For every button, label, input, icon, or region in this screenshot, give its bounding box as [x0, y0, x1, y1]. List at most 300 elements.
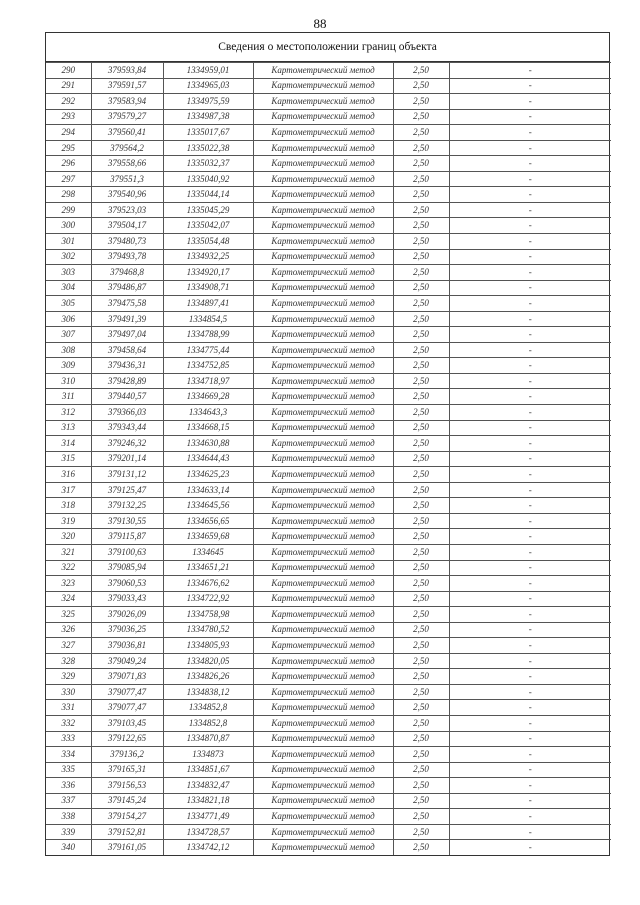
table-title: Сведения о местоположении границ объекта — [46, 33, 609, 62]
method-cell: Картометрический метод — [253, 63, 393, 79]
y-coordinate-cell: 1334975,59 — [163, 94, 253, 110]
table-row — [46, 700, 611, 716]
y-coordinate-cell: 1334668,15 — [163, 420, 253, 436]
table-row — [46, 793, 611, 809]
accuracy-cell: 2,50 — [393, 778, 449, 794]
y-coordinate-cell: 1334870,87 — [163, 731, 253, 747]
accuracy-cell: 2,50 — [393, 109, 449, 125]
description-cell: - — [449, 125, 611, 141]
point-number-cell: 303 — [46, 265, 91, 281]
accuracy-cell: 2,50 — [393, 405, 449, 421]
y-coordinate-cell: 1334854,5 — [163, 311, 253, 327]
accuracy-cell: 2,50 — [393, 482, 449, 498]
point-number-cell: 330 — [46, 684, 91, 700]
y-coordinate-cell: 1334873 — [163, 747, 253, 763]
point-number-cell: 293 — [46, 109, 91, 125]
method-cell: Картометрический метод — [253, 451, 393, 467]
table-row — [46, 405, 611, 421]
method-cell: Картометрический метод — [253, 280, 393, 296]
table-row — [46, 638, 611, 654]
point-number-cell: 304 — [46, 280, 91, 296]
y-coordinate-cell: 1334780,52 — [163, 622, 253, 638]
x-coordinate-cell: 379130,55 — [91, 513, 163, 529]
description-cell: - — [449, 311, 611, 327]
description-cell: - — [449, 653, 611, 669]
point-number-cell: 335 — [46, 762, 91, 778]
method-cell: Картометрический метод — [253, 715, 393, 731]
accuracy-cell: 2,50 — [393, 171, 449, 187]
y-coordinate-cell: 1334644,43 — [163, 451, 253, 467]
method-cell: Картометрический метод — [253, 78, 393, 94]
accuracy-cell: 2,50 — [393, 94, 449, 110]
table-row — [46, 809, 611, 825]
x-coordinate-cell: 379161,05 — [91, 840, 163, 855]
table-row — [46, 840, 611, 855]
accuracy-cell: 2,50 — [393, 809, 449, 825]
table-row — [46, 311, 611, 327]
table-row — [46, 327, 611, 343]
y-coordinate-cell: 1334752,85 — [163, 358, 253, 374]
table-row — [46, 234, 611, 250]
method-cell: Картометрический метод — [253, 762, 393, 778]
x-coordinate-cell: 379560,41 — [91, 125, 163, 141]
table-row — [46, 747, 611, 763]
accuracy-cell: 2,50 — [393, 700, 449, 716]
table-row — [46, 202, 611, 218]
x-coordinate-cell: 379564,2 — [91, 140, 163, 156]
table-row — [46, 218, 611, 234]
method-cell: Картометрический метод — [253, 622, 393, 638]
y-coordinate-cell: 1334851,67 — [163, 762, 253, 778]
accuracy-cell: 2,50 — [393, 436, 449, 452]
method-cell: Картометрический метод — [253, 342, 393, 358]
x-coordinate-cell: 379115,87 — [91, 529, 163, 545]
y-coordinate-cell: 1334897,41 — [163, 296, 253, 312]
accuracy-cell: 2,50 — [393, 187, 449, 203]
accuracy-cell: 2,50 — [393, 638, 449, 654]
point-number-cell: 301 — [46, 234, 91, 250]
description-cell: - — [449, 280, 611, 296]
x-coordinate-cell: 379201,14 — [91, 451, 163, 467]
point-number-cell: 316 — [46, 467, 91, 483]
table-row — [46, 389, 611, 405]
x-coordinate-cell: 379593,84 — [91, 63, 163, 79]
description-cell: - — [449, 762, 611, 778]
method-cell: Картометрический метод — [253, 218, 393, 234]
table-row — [46, 560, 611, 576]
description-cell: - — [449, 171, 611, 187]
accuracy-cell: 2,50 — [393, 684, 449, 700]
point-number-cell: 332 — [46, 715, 91, 731]
y-coordinate-cell: 1335032,37 — [163, 156, 253, 172]
x-coordinate-cell: 379145,24 — [91, 793, 163, 809]
method-cell: Картометрический метод — [253, 405, 393, 421]
accuracy-cell: 2,50 — [393, 373, 449, 389]
table-row — [46, 125, 611, 141]
accuracy-cell: 2,50 — [393, 202, 449, 218]
method-cell: Картометрический метод — [253, 591, 393, 607]
table-row — [46, 140, 611, 156]
x-coordinate-cell: 379060,53 — [91, 576, 163, 592]
method-cell: Картометрический метод — [253, 638, 393, 654]
description-cell: - — [449, 389, 611, 405]
table-row — [46, 187, 611, 203]
y-coordinate-cell: 1334826,26 — [163, 669, 253, 685]
x-coordinate-cell: 379551,3 — [91, 171, 163, 187]
accuracy-cell: 2,50 — [393, 715, 449, 731]
table-row — [46, 576, 611, 592]
description-cell: - — [449, 202, 611, 218]
accuracy-cell: 2,50 — [393, 498, 449, 514]
description-cell: - — [449, 78, 611, 94]
description-cell: - — [449, 700, 611, 716]
table-row — [46, 715, 611, 731]
table-row — [46, 171, 611, 187]
description-cell: - — [449, 234, 611, 250]
x-coordinate-cell: 379085,94 — [91, 560, 163, 576]
accuracy-cell: 2,50 — [393, 296, 449, 312]
method-cell: Картометрический метод — [253, 809, 393, 825]
point-number-cell: 309 — [46, 358, 91, 374]
accuracy-cell: 2,50 — [393, 467, 449, 483]
point-number-cell: 308 — [46, 342, 91, 358]
method-cell: Картометрический метод — [253, 576, 393, 592]
point-number-cell: 329 — [46, 669, 91, 685]
description-cell: - — [449, 513, 611, 529]
description-cell: - — [449, 778, 611, 794]
method-cell: Картометрический метод — [253, 94, 393, 110]
y-coordinate-cell: 1335042,07 — [163, 218, 253, 234]
table-row — [46, 109, 611, 125]
x-coordinate-cell: 379152,81 — [91, 824, 163, 840]
x-coordinate-cell: 379033,43 — [91, 591, 163, 607]
table-row — [46, 451, 611, 467]
accuracy-cell: 2,50 — [393, 793, 449, 809]
description-cell: - — [449, 436, 611, 452]
method-cell: Картометрический метод — [253, 265, 393, 281]
method-cell: Картометрический метод — [253, 249, 393, 265]
accuracy-cell: 2,50 — [393, 78, 449, 94]
x-coordinate-cell: 379540,96 — [91, 187, 163, 203]
point-number-cell: 313 — [46, 420, 91, 436]
x-coordinate-cell: 379458,64 — [91, 342, 163, 358]
y-coordinate-cell: 1334676,62 — [163, 576, 253, 592]
y-coordinate-cell: 1334645,56 — [163, 498, 253, 514]
y-coordinate-cell: 1334718,97 — [163, 373, 253, 389]
table-row — [46, 544, 611, 560]
description-cell: - — [449, 731, 611, 747]
method-cell: Картометрический метод — [253, 840, 393, 855]
point-number-cell: 300 — [46, 218, 91, 234]
description-cell: - — [449, 669, 611, 685]
x-coordinate-cell: 379154,27 — [91, 809, 163, 825]
x-coordinate-cell: 379475,58 — [91, 296, 163, 312]
y-coordinate-cell: 1334920,17 — [163, 265, 253, 281]
y-coordinate-cell: 1334758,98 — [163, 607, 253, 623]
method-cell: Картометрический метод — [253, 544, 393, 560]
table-row — [46, 529, 611, 545]
accuracy-cell: 2,50 — [393, 747, 449, 763]
accuracy-cell: 2,50 — [393, 389, 449, 405]
accuracy-cell: 2,50 — [393, 420, 449, 436]
y-coordinate-cell: 1334821,18 — [163, 793, 253, 809]
x-coordinate-cell: 379103,45 — [91, 715, 163, 731]
table-row — [46, 296, 611, 312]
table-row — [46, 78, 611, 94]
table-row — [46, 591, 611, 607]
x-coordinate-cell: 379436,31 — [91, 358, 163, 374]
method-cell: Картометрический метод — [253, 296, 393, 312]
description-cell: - — [449, 94, 611, 110]
point-number-cell: 340 — [46, 840, 91, 855]
x-coordinate-cell: 379428,89 — [91, 373, 163, 389]
y-coordinate-cell: 1334728,57 — [163, 824, 253, 840]
point-number-cell: 306 — [46, 311, 91, 327]
y-coordinate-cell: 1334775,44 — [163, 342, 253, 358]
table-row — [46, 622, 611, 638]
accuracy-cell: 2,50 — [393, 63, 449, 79]
method-cell: Картометрический метод — [253, 436, 393, 452]
table-row — [46, 653, 611, 669]
description-cell: - — [449, 576, 611, 592]
description-cell: - — [449, 156, 611, 172]
x-coordinate-cell: 379486,87 — [91, 280, 163, 296]
accuracy-cell: 2,50 — [393, 731, 449, 747]
method-cell: Картометрический метод — [253, 109, 393, 125]
point-number-cell: 291 — [46, 78, 91, 94]
point-number-cell: 327 — [46, 638, 91, 654]
accuracy-cell: 2,50 — [393, 576, 449, 592]
x-coordinate-cell: 379558,66 — [91, 156, 163, 172]
page-number: 88 — [313, 16, 327, 31]
y-coordinate-cell: 1334645 — [163, 544, 253, 560]
point-number-cell: 302 — [46, 249, 91, 265]
method-cell: Картометрический метод — [253, 607, 393, 623]
x-coordinate-cell: 379122,65 — [91, 731, 163, 747]
x-coordinate-cell: 379026,09 — [91, 607, 163, 623]
y-coordinate-cell: 1334625,23 — [163, 467, 253, 483]
y-coordinate-cell: 1334656,65 — [163, 513, 253, 529]
accuracy-cell: 2,50 — [393, 529, 449, 545]
y-coordinate-cell: 1334852,8 — [163, 700, 253, 716]
description-cell: - — [449, 405, 611, 421]
method-cell: Картометрический метод — [253, 700, 393, 716]
boundary-table-sheet — [45, 32, 610, 856]
table-row — [46, 342, 611, 358]
accuracy-cell: 2,50 — [393, 234, 449, 250]
point-number-cell: 320 — [46, 529, 91, 545]
accuracy-cell: 2,50 — [393, 327, 449, 343]
description-cell: - — [449, 358, 611, 374]
description-cell: - — [449, 140, 611, 156]
y-coordinate-cell: 1334771,49 — [163, 809, 253, 825]
point-number-cell: 324 — [46, 591, 91, 607]
table-row — [46, 669, 611, 685]
x-coordinate-cell: 379077,47 — [91, 684, 163, 700]
y-coordinate-cell: 1334669,28 — [163, 389, 253, 405]
y-coordinate-cell: 1335022,38 — [163, 140, 253, 156]
y-coordinate-cell: 1335040,92 — [163, 171, 253, 187]
description-cell: - — [449, 747, 611, 763]
y-coordinate-cell: 1334959,01 — [163, 63, 253, 79]
accuracy-cell: 2,50 — [393, 840, 449, 855]
accuracy-cell: 2,50 — [393, 513, 449, 529]
y-coordinate-cell: 1334788,99 — [163, 327, 253, 343]
description-cell: - — [449, 638, 611, 654]
point-number-cell: 322 — [46, 560, 91, 576]
table-row — [46, 249, 611, 265]
method-cell: Картометрический метод — [253, 529, 393, 545]
method-cell: Картометрический метод — [253, 498, 393, 514]
method-cell: Картометрический метод — [253, 731, 393, 747]
method-cell: Картометрический метод — [253, 358, 393, 374]
table-row — [46, 498, 611, 514]
point-number-cell: 331 — [46, 700, 91, 716]
method-cell: Картометрический метод — [253, 778, 393, 794]
point-number-cell: 338 — [46, 809, 91, 825]
description-cell: - — [449, 109, 611, 125]
point-number-cell: 290 — [46, 63, 91, 79]
accuracy-cell: 2,50 — [393, 607, 449, 623]
table-row — [46, 684, 611, 700]
y-coordinate-cell: 1334643,3 — [163, 405, 253, 421]
method-cell: Картометрический метод — [253, 560, 393, 576]
description-cell: - — [449, 560, 611, 576]
description-cell: - — [449, 265, 611, 281]
table-row — [46, 762, 611, 778]
x-coordinate-cell: 379246,32 — [91, 436, 163, 452]
method-cell: Картометрический метод — [253, 482, 393, 498]
accuracy-cell: 2,50 — [393, 622, 449, 638]
description-cell: - — [449, 840, 611, 855]
point-number-cell: 323 — [46, 576, 91, 592]
method-cell: Картометрический метод — [253, 202, 393, 218]
description-cell: - — [449, 529, 611, 545]
description-cell: - — [449, 327, 611, 343]
x-coordinate-cell: 379036,81 — [91, 638, 163, 654]
table-row — [46, 373, 611, 389]
table-row — [46, 607, 611, 623]
description-cell: - — [449, 622, 611, 638]
point-number-cell: 307 — [46, 327, 91, 343]
description-cell: - — [449, 249, 611, 265]
table-row — [46, 63, 611, 79]
point-number-cell: 299 — [46, 202, 91, 218]
point-number-cell: 298 — [46, 187, 91, 203]
accuracy-cell: 2,50 — [393, 653, 449, 669]
table-row — [46, 467, 611, 483]
method-cell: Картометрический метод — [253, 389, 393, 405]
y-coordinate-cell: 1334722,92 — [163, 591, 253, 607]
description-cell: - — [449, 187, 611, 203]
point-number-cell: 339 — [46, 824, 91, 840]
point-number-cell: 314 — [46, 436, 91, 452]
point-number-cell: 305 — [46, 296, 91, 312]
y-coordinate-cell: 1334908,71 — [163, 280, 253, 296]
point-number-cell: 315 — [46, 451, 91, 467]
y-coordinate-cell: 1334852,8 — [163, 715, 253, 731]
point-number-cell: 312 — [46, 405, 91, 421]
y-coordinate-cell: 1334932,25 — [163, 249, 253, 265]
description-cell: - — [449, 218, 611, 234]
accuracy-cell: 2,50 — [393, 125, 449, 141]
coordinates-table — [46, 62, 611, 855]
method-cell: Картометрический метод — [253, 513, 393, 529]
method-cell: Картометрический метод — [253, 684, 393, 700]
accuracy-cell: 2,50 — [393, 358, 449, 374]
method-cell: Картометрический метод — [253, 793, 393, 809]
x-coordinate-cell: 379100,63 — [91, 544, 163, 560]
y-coordinate-cell: 1334630,88 — [163, 436, 253, 452]
description-cell: - — [449, 296, 611, 312]
description-cell: - — [449, 793, 611, 809]
x-coordinate-cell: 379136,2 — [91, 747, 163, 763]
accuracy-cell: 2,50 — [393, 824, 449, 840]
method-cell: Картометрический метод — [253, 824, 393, 840]
accuracy-cell: 2,50 — [393, 669, 449, 685]
x-coordinate-cell: 379440,57 — [91, 389, 163, 405]
x-coordinate-cell: 379132,25 — [91, 498, 163, 514]
point-number-cell: 317 — [46, 482, 91, 498]
table-row — [46, 731, 611, 747]
description-cell: - — [449, 684, 611, 700]
x-coordinate-cell: 379343,44 — [91, 420, 163, 436]
x-coordinate-cell: 379049,24 — [91, 653, 163, 669]
description-cell: - — [449, 607, 611, 623]
point-number-cell: 334 — [46, 747, 91, 763]
method-cell: Картометрический метод — [253, 171, 393, 187]
accuracy-cell: 2,50 — [393, 762, 449, 778]
y-coordinate-cell: 1335045,29 — [163, 202, 253, 218]
accuracy-cell: 2,50 — [393, 451, 449, 467]
description-cell: - — [449, 420, 611, 436]
table-row — [46, 280, 611, 296]
x-coordinate-cell: 379036,25 — [91, 622, 163, 638]
x-coordinate-cell: 379156,53 — [91, 778, 163, 794]
x-coordinate-cell: 379579,27 — [91, 109, 163, 125]
x-coordinate-cell: 379523,03 — [91, 202, 163, 218]
description-cell: - — [449, 809, 611, 825]
table-row — [46, 824, 611, 840]
accuracy-cell: 2,50 — [393, 544, 449, 560]
accuracy-cell: 2,50 — [393, 342, 449, 358]
table-row — [46, 94, 611, 110]
table-row — [46, 358, 611, 374]
accuracy-cell: 2,50 — [393, 249, 449, 265]
table-row — [46, 156, 611, 172]
y-coordinate-cell: 1334820,05 — [163, 653, 253, 669]
y-coordinate-cell: 1334651,21 — [163, 560, 253, 576]
method-cell: Картометрический метод — [253, 156, 393, 172]
description-cell: - — [449, 342, 611, 358]
description-cell: - — [449, 467, 611, 483]
point-number-cell: 337 — [46, 793, 91, 809]
method-cell: Картометрический метод — [253, 669, 393, 685]
point-number-cell: 321 — [46, 544, 91, 560]
point-number-cell: 328 — [46, 653, 91, 669]
point-number-cell: 297 — [46, 171, 91, 187]
table-row — [46, 436, 611, 452]
accuracy-cell: 2,50 — [393, 560, 449, 576]
table-row — [46, 420, 611, 436]
method-cell: Картометрический метод — [253, 311, 393, 327]
x-coordinate-cell: 379504,17 — [91, 218, 163, 234]
y-coordinate-cell: 1334805,93 — [163, 638, 253, 654]
method-cell: Картометрический метод — [253, 467, 393, 483]
x-coordinate-cell: 379480,73 — [91, 234, 163, 250]
point-number-cell: 326 — [46, 622, 91, 638]
method-cell: Картометрический метод — [253, 125, 393, 141]
